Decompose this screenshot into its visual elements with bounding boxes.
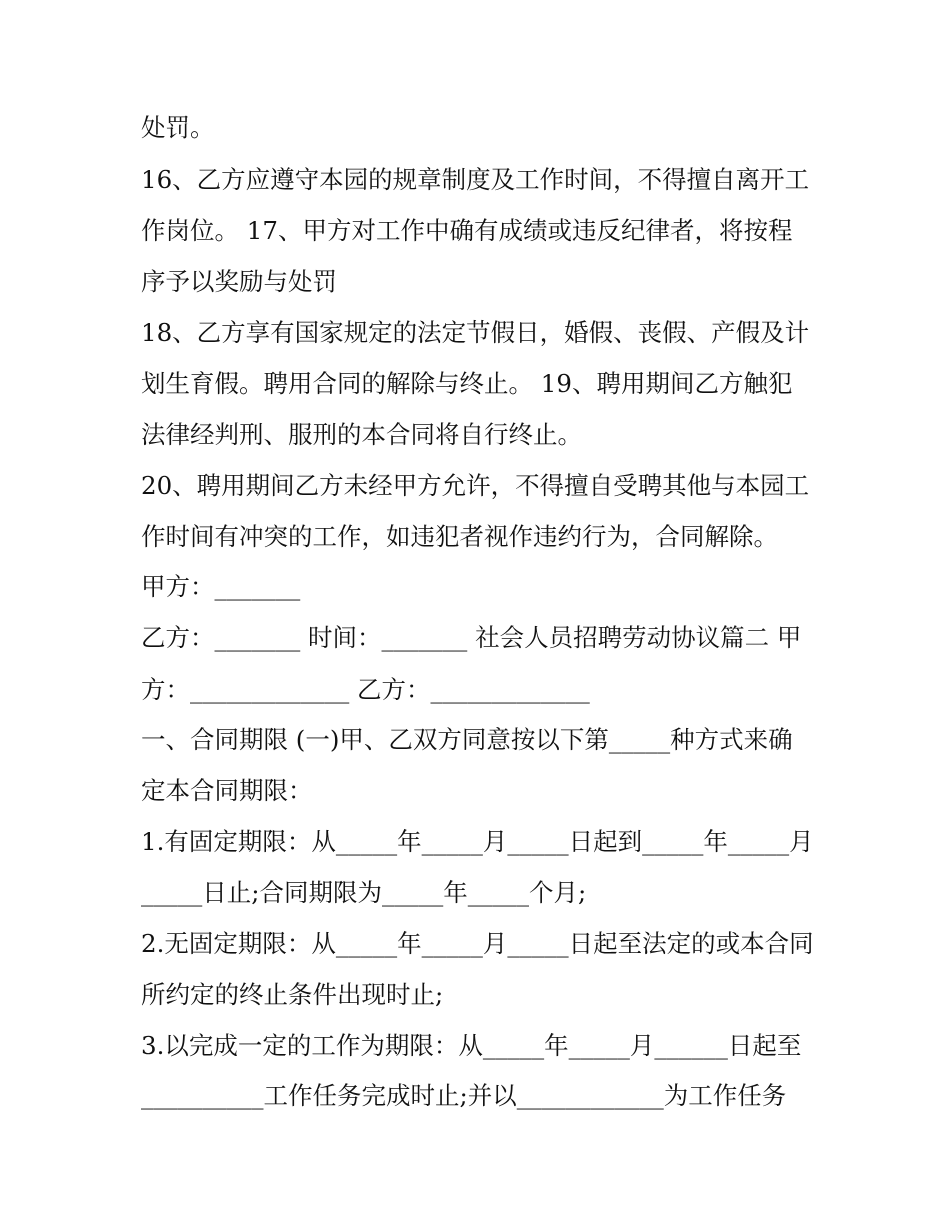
text-line: 18、乙方享有国家规定的法定节假日，婚假、丧假、产假及计 bbox=[141, 318, 810, 347]
text-line: 甲方：_______ bbox=[141, 572, 301, 601]
text-line: 乙方：_______ 时间：_______ 社会人员招聘劳动协议篇二 甲 bbox=[141, 623, 802, 652]
text-line: 20、聘用期间乙方未经甲方允许，不得擅自受聘其他与本园工 bbox=[141, 471, 810, 500]
text-line: 作时间有冲突的工作，如违犯者视作违约行为，合同解除。 bbox=[141, 522, 778, 551]
text-line: 16、乙方应遵守本园的规章制度及工作时间，不得擅自离开工 bbox=[141, 165, 810, 194]
text-line: 划生育假。聘用合同的解除与终止。 19、聘用期间乙方触犯 bbox=[141, 369, 793, 398]
text-line: 序予以奖励与处罚 bbox=[141, 267, 337, 296]
text-line: 一、合同期限 (一)甲、乙双方同意按以下第_____种方式来确 bbox=[141, 725, 793, 754]
text-line: 作岗位。 17、甲方对工作中确有成绩或违反纪律者，将按程 bbox=[141, 216, 793, 245]
text-line: 3.以完成一定的工作为期限：从_____年_____月______日起至 bbox=[141, 1031, 802, 1060]
text-line: 方：_____________ 乙方：_____________ bbox=[141, 675, 590, 704]
text-line: 1.有固定期限：从_____年_____月_____日起到_____年_____月 bbox=[141, 827, 814, 856]
text-line: 处罚。 bbox=[141, 113, 215, 142]
text-line: 定本合同期限： bbox=[141, 776, 313, 805]
text-line: _____日止;合同期限为_____年_____个月; bbox=[141, 878, 587, 907]
text-line: 法律经判刑、服刑的本合同将自行终止。 bbox=[141, 420, 582, 449]
text-line: 2.无固定期限：从_____年_____月_____日起至法定的或本合同 bbox=[141, 929, 814, 958]
text-line: __________工作任务完成时止;并以____________为工作任务 bbox=[141, 1081, 787, 1110]
text-line: 所约定的终止条件出现时止; bbox=[141, 980, 444, 1009]
